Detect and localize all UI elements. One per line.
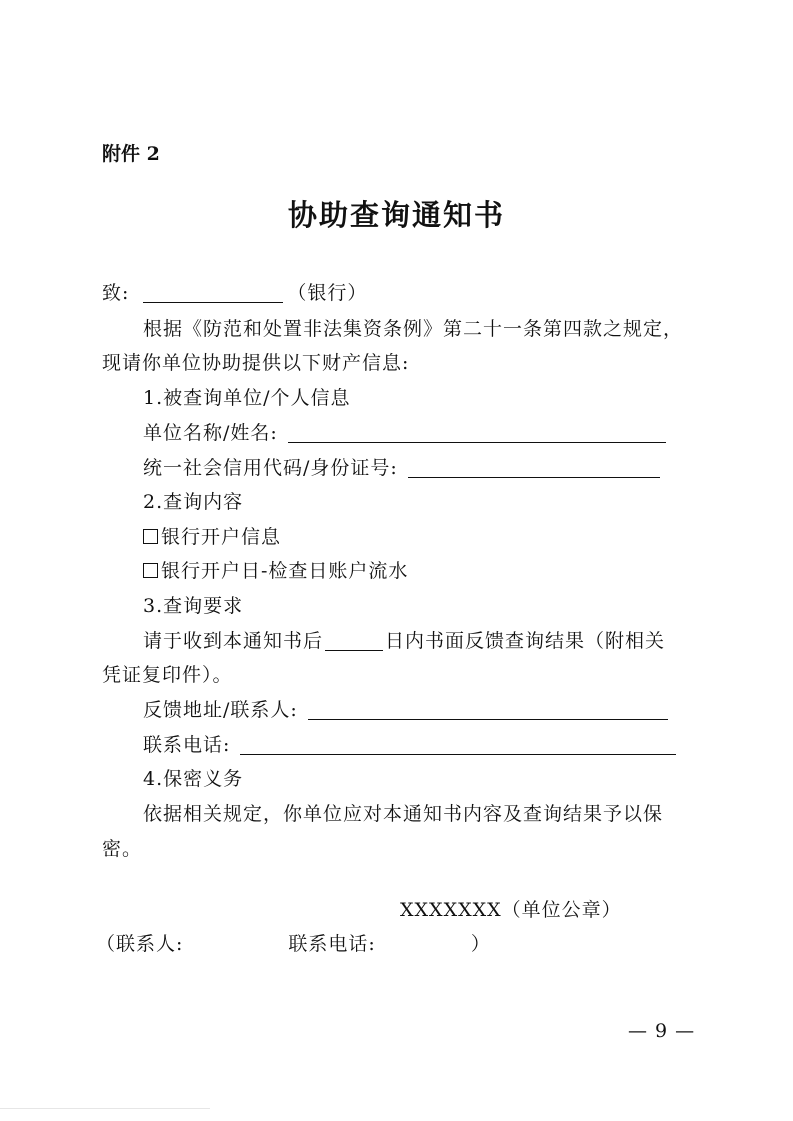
days-field[interactable]	[325, 632, 383, 651]
address-label: 反馈地址/联系人:	[143, 699, 298, 721]
phone-label: 联系电话:	[143, 734, 231, 756]
request-line-1	[143, 629, 665, 653]
attachment-label: 附件 2	[102, 143, 160, 165]
phone-row	[143, 733, 680, 757]
bank-suffix: （银行）	[287, 282, 368, 304]
section-3-heading: 3.查询要求	[143, 595, 244, 617]
credit-code-row	[143, 456, 664, 480]
name-label: 单位名称/姓名:	[143, 422, 278, 444]
address-row	[143, 698, 672, 722]
option-account-statement[interactable]	[143, 559, 408, 583]
bank-name-field[interactable]	[143, 284, 283, 303]
name-row	[143, 421, 670, 445]
credit-code-label: 统一社会信用代码/身份证号:	[143, 457, 398, 479]
page-title: 协助查询通知书	[287, 198, 505, 232]
request-part-2: 日内书面反馈查询结果（附相关	[385, 630, 666, 652]
name-field[interactable]	[288, 424, 666, 443]
section-4-heading: 4.保密义务	[143, 768, 244, 790]
section-1-heading: 1.被查询单位/个人信息	[143, 387, 351, 409]
confidentiality-line-1: 依据相关规定，你单位应对本通知书内容及查询结果予以保	[143, 803, 664, 825]
option-account-info[interactable]	[143, 525, 281, 549]
request-part-1: 请于收到本通知书后	[143, 630, 324, 652]
option-account-statement-label: 银行开户日-检查日账户流水	[161, 560, 409, 582]
checkbox-account-statement[interactable]	[143, 563, 158, 578]
recipient-line	[102, 281, 367, 305]
signature-contact-row	[96, 932, 491, 956]
to-prefix: 致:	[102, 282, 130, 304]
option-account-info-label: 银行开户信息	[161, 526, 282, 548]
signature-org: XXXXXXX（单位公章）	[400, 899, 622, 921]
intro-line-2: 现请你单位协助提供以下财产信息:	[102, 352, 410, 374]
contact-close: ）	[470, 933, 491, 955]
checkbox-account-info[interactable]	[143, 529, 158, 544]
contact-phone-label: 联系电话:	[288, 933, 376, 955]
section-2-heading: 2.查询内容	[143, 491, 244, 513]
page-number: — 9 —	[628, 1020, 696, 1042]
confidentiality-line-2: 密。	[102, 838, 143, 860]
scan-edge-line	[0, 1108, 210, 1109]
credit-code-field[interactable]	[408, 459, 660, 478]
address-field[interactable]	[308, 701, 668, 720]
intro-line-1: 根据《防范和处置非法集资条例》第二十一条第四款之规定，	[143, 318, 684, 340]
request-line-2: 凭证复印件）。	[102, 664, 233, 686]
contact-open: （联系人:	[96, 933, 184, 955]
phone-field[interactable]	[240, 736, 676, 755]
